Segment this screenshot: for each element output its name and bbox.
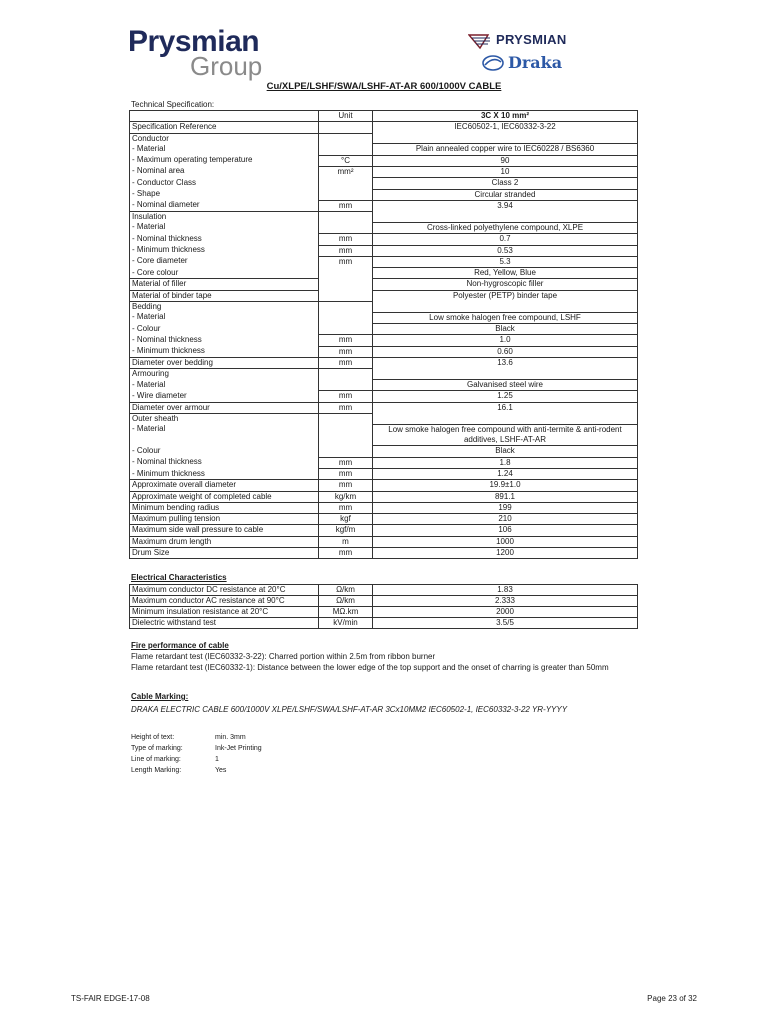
spec-value-cell: 19.9±1.0 bbox=[373, 480, 638, 491]
spec-value-cell: 199 bbox=[373, 502, 638, 513]
spec-row bbox=[130, 222, 638, 233]
spec-row bbox=[130, 358, 638, 369]
cable-marking-title: Cable Marking: bbox=[131, 692, 189, 701]
spec-row bbox=[130, 324, 638, 335]
document-title: Cu/XLPE/LSHF/SWA/LSHF-AT-AR 600/1000V CABLE bbox=[266, 81, 502, 92]
spec-param-cell: - Nominal thickness bbox=[130, 234, 319, 245]
prysmian-wave-icon bbox=[468, 32, 494, 50]
spec-param-cell: Maximum side wall pressure to cable bbox=[130, 525, 319, 536]
electrical-characteristics-title: Electrical Characteristics bbox=[131, 573, 227, 582]
footer-doc-ref: TS-FAIR EDGE-17-08 bbox=[71, 994, 150, 1003]
spec-unit-cell bbox=[319, 312, 373, 323]
spec-unit-cell bbox=[319, 446, 373, 457]
spec-header-row bbox=[130, 111, 638, 122]
spec-param-cell: Maximum pulling tension bbox=[130, 514, 319, 525]
spec-unit-cell bbox=[319, 302, 373, 313]
spec-param-cell: - Material bbox=[130, 144, 319, 155]
spec-row bbox=[130, 335, 638, 346]
spec-param-cell: - Nominal area bbox=[130, 166, 319, 177]
spec-value-cell: 16.1 bbox=[373, 402, 638, 413]
spec-row bbox=[130, 166, 638, 177]
spec-value-cell: Red, Yellow, Blue bbox=[373, 268, 638, 279]
footer-page-number: Page 23 of 32 bbox=[647, 994, 697, 1003]
marking-detail-key: Line of marking: bbox=[131, 756, 181, 763]
spec-row bbox=[130, 380, 638, 391]
spec-unit-cell bbox=[319, 189, 373, 200]
spec-param-cell: - Colour bbox=[130, 324, 319, 335]
spec-row bbox=[130, 122, 638, 133]
spec-param-cell: - Core colour bbox=[130, 268, 319, 279]
spec-param-cell: - Material bbox=[130, 380, 319, 391]
spec-value-cell: Non-hygroscopic filler bbox=[373, 279, 638, 290]
spec-value-cell: 90 bbox=[373, 155, 638, 166]
electrical-value-cell: 2.333 bbox=[373, 596, 638, 607]
marking-detail-value: 1 bbox=[215, 756, 219, 763]
electrical-row bbox=[130, 618, 638, 629]
spec-param-cell: - Minimum thickness bbox=[130, 346, 319, 357]
spec-value-cell: 1.24 bbox=[373, 469, 638, 480]
spec-unit-cell: mm bbox=[319, 358, 373, 369]
spec-unit-cell bbox=[319, 424, 373, 446]
spec-unit-cell bbox=[319, 178, 373, 189]
spec-param-cell: Maximum drum length bbox=[130, 536, 319, 547]
spec-row bbox=[130, 536, 638, 547]
electrical-unit-cell: Ω/km bbox=[319, 585, 373, 596]
spec-unit-cell: mm bbox=[319, 200, 373, 211]
electrical-row bbox=[130, 596, 638, 607]
spec-value-cell: Plain annealed copper wire to IEC60228 / BS6360 bbox=[373, 144, 638, 155]
spec-unit-cell: mm bbox=[319, 391, 373, 402]
spec-param-cell: - Material bbox=[130, 424, 319, 446]
specification-table bbox=[129, 110, 638, 559]
spec-row bbox=[130, 446, 638, 457]
spec-unit-cell bbox=[319, 324, 373, 335]
spec-value-cell: Galvanised steel wire bbox=[373, 380, 638, 391]
marking-detail-key: Type of marking: bbox=[131, 745, 183, 752]
spec-unit-cell: m bbox=[319, 536, 373, 547]
spec-value-cell: 1.8 bbox=[373, 457, 638, 468]
electrical-param-cell: Maximum conductor DC resistance at 20°C bbox=[130, 585, 319, 596]
spec-value-cell: Black bbox=[373, 446, 638, 457]
spec-unit-cell: mm bbox=[319, 256, 373, 267]
spec-value-cell: 1.25 bbox=[373, 391, 638, 402]
spec-param-cell: - Nominal thickness bbox=[130, 457, 319, 468]
spec-row bbox=[130, 212, 638, 223]
spec-param-cell: - Conductor Class bbox=[130, 178, 319, 189]
spec-row bbox=[130, 312, 638, 323]
spec-param-cell: Insulation bbox=[130, 212, 319, 223]
spec-unit-cell bbox=[319, 122, 373, 133]
spec-unit-cell bbox=[319, 414, 373, 425]
header-value-cell: 3C X 10 mm² bbox=[373, 111, 638, 122]
spec-value-cell: Black bbox=[373, 324, 638, 335]
spec-value-cell: 1200 bbox=[373, 548, 638, 559]
spec-param-cell: - Nominal diameter bbox=[130, 200, 319, 211]
spec-value-cell: 891.1 bbox=[373, 491, 638, 502]
spec-unit-cell: kg/km bbox=[319, 491, 373, 502]
spec-value-cell bbox=[373, 414, 638, 425]
spec-row bbox=[130, 491, 638, 502]
spec-row bbox=[130, 256, 638, 267]
electrical-unit-cell: kV/min bbox=[319, 618, 373, 629]
spec-unit-cell: mm bbox=[319, 480, 373, 491]
spec-unit-cell: mm bbox=[319, 234, 373, 245]
spec-value-cell bbox=[373, 369, 638, 380]
spec-value-cell bbox=[373, 133, 638, 144]
prysmian-group-logo bbox=[128, 25, 268, 81]
marking-detail-key: Height of text: bbox=[131, 734, 175, 741]
spec-row bbox=[130, 514, 638, 525]
spec-value-cell: Circular stranded bbox=[373, 189, 638, 200]
spec-row bbox=[130, 457, 638, 468]
spec-unit-cell: mm bbox=[319, 469, 373, 480]
spec-unit-cell bbox=[319, 212, 373, 223]
spec-row bbox=[130, 391, 638, 402]
spec-row bbox=[130, 189, 638, 200]
electrical-unit-cell: MΩ.km bbox=[319, 607, 373, 618]
spec-row bbox=[130, 414, 638, 425]
spec-unit-cell bbox=[319, 380, 373, 391]
header-param-cell bbox=[130, 111, 319, 122]
spec-param-cell: - Wire diameter bbox=[130, 391, 319, 402]
spec-param-cell: Specification Reference bbox=[130, 122, 319, 133]
logo-left-line1: Prysmian bbox=[128, 25, 260, 58]
spec-param-cell: Diameter over armour bbox=[130, 402, 319, 413]
electrical-unit-cell: Ω/km bbox=[319, 596, 373, 607]
spec-value-cell: 13.6 bbox=[373, 358, 638, 369]
spec-row bbox=[130, 245, 638, 256]
spec-row bbox=[130, 234, 638, 245]
draka-swirl-icon bbox=[482, 54, 504, 72]
spec-param-cell: Material of filler bbox=[130, 279, 319, 290]
spec-param-cell: Drum Size bbox=[130, 548, 319, 559]
spec-unit-cell: mm bbox=[319, 457, 373, 468]
spec-param-cell: - Material bbox=[130, 222, 319, 233]
spec-row bbox=[130, 402, 638, 413]
spec-value-cell: 1.0 bbox=[373, 335, 638, 346]
spec-row bbox=[130, 178, 638, 189]
spec-row bbox=[130, 469, 638, 480]
electrical-value-cell: 1.83 bbox=[373, 585, 638, 596]
spec-unit-cell bbox=[319, 222, 373, 233]
spec-value-cell: 5.3 bbox=[373, 256, 638, 267]
spec-value-cell: 210 bbox=[373, 514, 638, 525]
spec-unit-cell: mm bbox=[319, 502, 373, 513]
spec-row bbox=[130, 346, 638, 357]
marking-detail-key: Length Marking: bbox=[131, 767, 182, 774]
spec-unit-cell: mm bbox=[319, 402, 373, 413]
spec-param-cell: Minimum bending radius bbox=[130, 502, 319, 513]
spec-row bbox=[130, 155, 638, 166]
spec-row bbox=[130, 302, 638, 313]
spec-row bbox=[130, 369, 638, 380]
marking-detail-value: Ink-Jet Printing bbox=[215, 745, 262, 752]
fire-test-line-1: Flame retardant test (IEC60332-3-22): Charred portion within 2.5m from ribbon burner bbox=[131, 652, 436, 661]
spec-unit-cell bbox=[319, 268, 373, 279]
spec-row bbox=[130, 480, 638, 491]
spec-unit-cell: °C bbox=[319, 155, 373, 166]
spec-row bbox=[130, 548, 638, 559]
spec-value-cell bbox=[373, 212, 638, 223]
spec-row bbox=[130, 133, 638, 144]
spec-param-cell: - Maximum operating temperature bbox=[130, 155, 319, 166]
spec-param-cell: - Minimum thickness bbox=[130, 245, 319, 256]
spec-value-cell: IEC60502-1, IEC60332-3-22 bbox=[373, 122, 638, 133]
marking-detail-value: min. 3mm bbox=[215, 734, 246, 741]
spec-value-cell: 0.7 bbox=[373, 234, 638, 245]
spec-value-cell: 1000 bbox=[373, 536, 638, 547]
spec-param-cell: Outer sheath bbox=[130, 414, 319, 425]
prysmian-draka-logo bbox=[468, 30, 598, 76]
spec-unit-cell: kgf/m bbox=[319, 525, 373, 536]
spec-row bbox=[130, 290, 638, 301]
spec-param-cell: Armouring bbox=[130, 369, 319, 380]
electrical-row bbox=[130, 607, 638, 618]
electrical-value-cell: 2000 bbox=[373, 607, 638, 618]
spec-value-cell: Cross-linked polyethylene compound, XLPE bbox=[373, 222, 638, 233]
spec-row bbox=[130, 525, 638, 536]
header-unit-cell: Unit bbox=[319, 111, 373, 122]
spec-unit-cell bbox=[319, 133, 373, 144]
logo-brand-prysmian: PRYSMIAN bbox=[496, 32, 567, 47]
spec-value-cell: 0.53 bbox=[373, 245, 638, 256]
spec-unit-cell: mm bbox=[319, 346, 373, 357]
electrical-value-cell: 3.5/5 bbox=[373, 618, 638, 629]
spec-unit-cell bbox=[319, 369, 373, 380]
spec-row bbox=[130, 424, 638, 446]
electrical-characteristics-table bbox=[129, 584, 638, 629]
logo-brand-draka: Draka bbox=[508, 53, 563, 72]
spec-value-cell: 106 bbox=[373, 525, 638, 536]
spec-unit-cell: mm bbox=[319, 335, 373, 346]
spec-param-cell: - Minimum thickness bbox=[130, 469, 319, 480]
spec-row bbox=[130, 279, 638, 290]
spec-param-cell: Material of binder tape bbox=[130, 290, 319, 301]
electrical-row bbox=[130, 585, 638, 596]
spec-unit-cell bbox=[319, 144, 373, 155]
spec-param-cell: Approximate weight of completed cable bbox=[130, 491, 319, 502]
spec-param-cell: Bedding bbox=[130, 302, 319, 313]
cable-marking-text: DRAKA ELECTRIC CABLE 600/1000V XLPE/LSHF/SWA/LSHF-AT-AR 3Cx10MM2 IEC60502-1, IEC60332-3-22 YR-YYYY bbox=[131, 705, 568, 714]
spec-value-cell: 3.94 bbox=[373, 200, 638, 211]
spec-unit-cell: mm bbox=[319, 245, 373, 256]
spec-param-cell: - Shape bbox=[130, 189, 319, 200]
spec-value-cell: Low smoke halogen free compound, LSHF bbox=[373, 312, 638, 323]
electrical-param-cell: Maximum conductor AC resistance at 90°C bbox=[130, 596, 319, 607]
spec-row bbox=[130, 268, 638, 279]
spec-param-cell: Approximate overall diameter bbox=[130, 480, 319, 491]
technical-specification-label: Technical Specification: bbox=[131, 100, 215, 109]
electrical-param-cell: Dielectric withstand test bbox=[130, 618, 319, 629]
spec-param-cell: - Colour bbox=[130, 446, 319, 457]
spec-unit-cell bbox=[319, 290, 373, 301]
spec-row bbox=[130, 144, 638, 155]
logo-left-line2: Group bbox=[190, 51, 263, 81]
electrical-param-cell: Minimum insulation resistance at 20°C bbox=[130, 607, 319, 618]
spec-unit-cell bbox=[319, 279, 373, 290]
spec-row bbox=[130, 502, 638, 513]
marking-detail-value: Yes bbox=[215, 767, 227, 774]
spec-param-cell: - Core diameter bbox=[130, 256, 319, 267]
spec-param-cell: Conductor bbox=[130, 133, 319, 144]
spec-unit-cell: kgf bbox=[319, 514, 373, 525]
fire-performance-title: Fire performance of cable bbox=[131, 641, 229, 650]
spec-param-cell: - Material bbox=[130, 312, 319, 323]
spec-value-cell: 0.60 bbox=[373, 346, 638, 357]
spec-param-cell: Diameter over bedding bbox=[130, 358, 319, 369]
spec-row bbox=[130, 200, 638, 211]
spec-value-cell: Polyester (PETP) binder tape bbox=[373, 290, 638, 301]
spec-value-cell bbox=[373, 302, 638, 313]
spec-value-cell: Low smoke halogen free compound with anti-termite & anti-rodent additives, LSHF-AT-AR bbox=[373, 424, 638, 446]
spec-unit-cell: mm² bbox=[319, 166, 373, 177]
spec-unit-cell: mm bbox=[319, 548, 373, 559]
spec-param-cell: - Nominal thickness bbox=[130, 335, 319, 346]
fire-test-line-2: Flame retardant test (IEC60332-1): Distance between the lower edge of the top support and the onset of charring is greater than 50mm bbox=[131, 663, 609, 672]
spec-value-cell: Class 2 bbox=[373, 178, 638, 189]
spec-value-cell: 10 bbox=[373, 166, 638, 177]
